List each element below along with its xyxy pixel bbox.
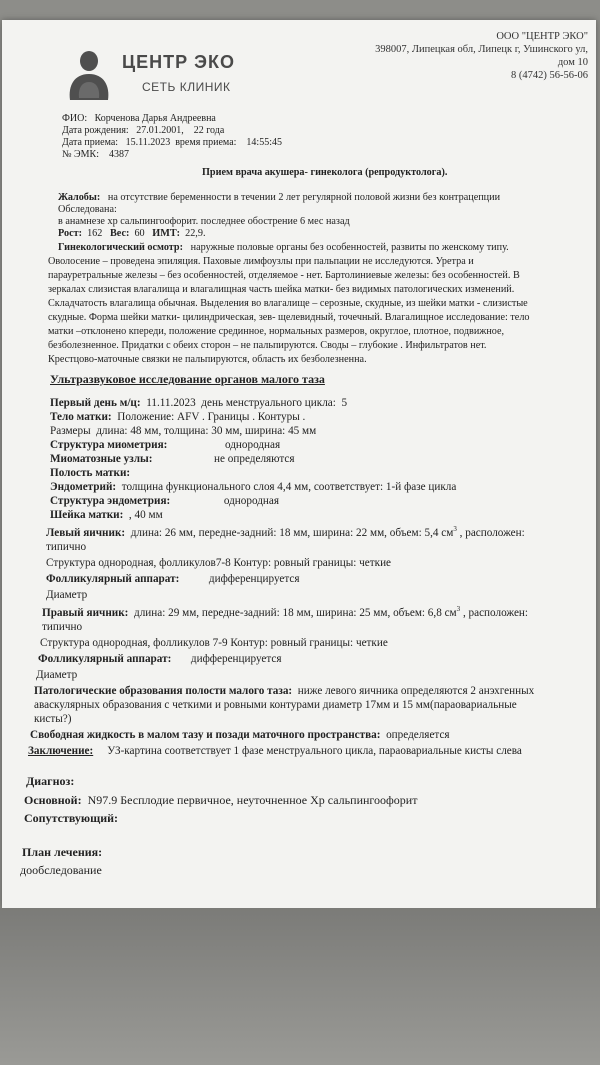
- cervix-row: [50, 509, 163, 522]
- lmp-row: [50, 397, 347, 410]
- height-label: Рост:: [58, 228, 82, 239]
- lmp-date: 11.11.2023: [146, 397, 196, 409]
- diagnosis-label: Диагноз:: [26, 774, 75, 788]
- right-ovary-structure: Структура однородная, фолликулов 7-9 Контур: ровный границы: четкие: [40, 637, 388, 649]
- dob-label: Дата рождения:: [62, 125, 129, 136]
- left-ovary-row: [46, 527, 525, 540]
- endometrium-structure-row: [50, 495, 279, 508]
- lmp-label: Первый день м/ц:: [50, 397, 141, 409]
- left-ovary-position-value: типично: [46, 541, 87, 553]
- pathology-label: Патологические образования полости малого таза:: [34, 685, 293, 697]
- bmi-label: ИМТ:: [152, 228, 181, 239]
- gyn-exam-label: Гинекологический осмотр:: [58, 242, 183, 253]
- myoma-value: не определяются: [214, 453, 295, 465]
- left-ovary-position-label: , расположен:: [459, 527, 525, 539]
- conclusion-text: УЗ-картина соответствует 1 фазе менструального цикла, параовариальные кисты слева: [107, 745, 522, 757]
- complaints-text: на отсутствие беременности в течении 2 лет регулярной половой жизни без контрацепции: [107, 192, 501, 203]
- gyn-exam-line: зеркалах слизистая влагалища и влагалищная часть шейка матки- без видимых патологических изменений.: [48, 284, 515, 295]
- cubic-sup: 3: [453, 525, 457, 533]
- gyn-exam-line: Оволосение – проведена эпиляция. Паховые лимфоузлы при пальпации не исследуются. Уретра и: [48, 256, 474, 267]
- left-follicular-label: Фолликулярный аппарат:: [46, 573, 180, 585]
- patient-fio-row: [62, 113, 216, 125]
- uterus-label: Тело матки:: [50, 411, 112, 423]
- uterus-row: [50, 411, 305, 424]
- bmi-value: 22,9.: [185, 228, 206, 239]
- patient-dob-row: [62, 125, 224, 137]
- ultrasound-title: Ультразвуковое исследование органов малого таза: [50, 372, 325, 386]
- endometrium-label: Эндометрий:: [50, 481, 117, 493]
- cervix-label: Шейка матки:: [50, 509, 124, 521]
- conclusion-row: [28, 745, 522, 758]
- right-ovary-position-value: типично: [42, 621, 83, 633]
- pathology-row: [34, 685, 534, 698]
- examined-label: Обследована:: [58, 204, 117, 215]
- complaints-row: [58, 192, 500, 204]
- myometrium-label: Структура миометрия:: [50, 439, 168, 451]
- uterus-size-row: [50, 425, 316, 438]
- myoma-row: [50, 453, 295, 466]
- main-diagnosis-text: N97.9 Бесплодие первичное, неуточненное Хр сальпингоофорит: [87, 793, 418, 807]
- clinic-logo: [66, 44, 266, 114]
- left-diameter-label: Диаметр: [46, 589, 88, 601]
- patient-age: 22 года: [193, 125, 225, 136]
- clinic-name: ООО "ЦЕНТР ЭКО": [496, 31, 588, 42]
- visit-date-row: [62, 137, 282, 149]
- free-fluid-row: [30, 729, 450, 742]
- left-ovary-label: Левый яичник:: [46, 527, 126, 539]
- right-ovary-dims: длина: 29 мм, передне-задний: 18 мм, ширина: 25 мм, объем: 6,8 см: [134, 607, 457, 619]
- left-follicular-value: дифференцируется: [208, 573, 300, 585]
- height-value: 162: [87, 228, 103, 239]
- right-ovary-label: Правый яичник:: [42, 607, 129, 619]
- emk-number: 4387: [108, 149, 129, 160]
- cycle-day-label: день менструального цикла:: [201, 397, 336, 409]
- treatment-plan-text: дообследование: [20, 863, 102, 877]
- comorbid-label: Сопутствующий:: [24, 811, 119, 825]
- document-page: [2, 20, 596, 908]
- visit-time: 14:55:45: [246, 137, 282, 148]
- gyn-exam-line: Складчатость влагалища обычная. Выделения во влагалище – серозные, скудные, из шейки матки - слизистые: [48, 298, 528, 309]
- left-follicular-row: [46, 573, 300, 586]
- emk-row: [62, 149, 129, 161]
- patient-name: Корченова Дарья Андреевна: [94, 113, 216, 124]
- patient-dob: 27.01.2001,: [136, 125, 184, 136]
- main-diagnosis-row: [24, 793, 417, 807]
- conclusion-label: Заключение:: [28, 745, 94, 757]
- clinic-contacts: [375, 30, 588, 82]
- right-follicular-label: Фолликулярный аппарат:: [38, 653, 172, 665]
- cubic-sup: 3: [456, 605, 461, 613]
- cervix-value: , 40 мм: [128, 509, 163, 521]
- logo-title: ЦЕНТР ЭКО: [122, 52, 235, 72]
- pathology-text-2: аваскулярных образования с четкими и ровными контурами диаметр 17мм и 15 мм(параовариальные: [34, 699, 517, 711]
- free-fluid-value: определяется: [386, 729, 450, 741]
- table-surface: [0, 908, 600, 1065]
- left-ovary-structure: Структура однородная, фолликулов7-8 Контур: ровный границы: четкие: [46, 557, 392, 569]
- gyn-exam-line: парауретральные железы – без особенностей, отделяемое - нет. Бартолиниевые железы: без особенностей. В: [48, 270, 520, 281]
- gyn-exam-line: безболезненное. Придатки с обеих сторон – не пальпируются. Своды – глубокие . Инфильтратов нет.: [48, 340, 487, 351]
- right-ovary-row: [42, 607, 528, 620]
- gyn-exam-line: матки –отклонено кпереди, положение срединное, нормальных размеров, округлое, плотное, подвижное,: [48, 326, 505, 337]
- size-label: Размеры: [50, 425, 91, 437]
- visit-time-label: время приема:: [175, 137, 237, 148]
- myoma-label: Миоматозные узлы:: [50, 453, 153, 465]
- document-title: Прием врача акушера- гинеколога (репродуктолога).: [202, 167, 448, 178]
- size-text: длина: 48 мм, толщина: 30 мм, ширина: 45 мм: [96, 425, 317, 437]
- clinic-address: 398007, Липецкая обл, Липецк г, Ушинского ул,: [375, 44, 588, 55]
- endometrium-text: толщина функционального слоя 4,4 мм, соответствует: 1-й фазе цикла: [121, 481, 457, 493]
- anamnesis-text: в анамнезе хр сальпингоофорит. последнее обострение 6 мес назад: [58, 216, 350, 227]
- uterus-text: Положение: AFV . Границы . Контуры .: [117, 411, 306, 423]
- myometrium-row: [50, 439, 280, 452]
- cycle-day-value: 5: [341, 397, 348, 409]
- clinic-address-house: дом 10: [557, 57, 588, 68]
- emk-label: № ЭМК:: [62, 149, 99, 160]
- weight-label: Вес:: [110, 228, 130, 239]
- treatment-plan-label: План лечения:: [22, 845, 103, 859]
- gyn-exam-line: Крестцово-маточные связки не пальпируются, область их безболезненна.: [48, 354, 367, 365]
- left-ovary-dims: длина: 26 мм, передне-задний: 18 мм, ширина: 22 мм, объем: 5,4 см: [130, 527, 454, 539]
- right-diameter-label: Диаметр: [36, 669, 78, 681]
- main-diagnosis-label: Основной:: [24, 793, 82, 807]
- myometrium-value: однородная: [224, 439, 281, 451]
- anthropometry-row: [58, 228, 205, 240]
- clinic-logo-icon: [66, 48, 112, 102]
- free-fluid-label: Свободная жидкость в малом тазу и позади маточного пространства:: [30, 729, 381, 741]
- cavity-label: Полость матки:: [50, 467, 131, 479]
- complaints-label: Жалобы:: [58, 192, 101, 203]
- right-follicular-row: [38, 653, 282, 666]
- clinic-phone: 8 (4742) 56-56-06: [511, 70, 588, 81]
- endometrium-row: [50, 481, 456, 494]
- gyn-exam-line: скудные. Форма шейки матки- цилиндрическая, зев- щелевидный, точечный. Влагалищное исследование: тело: [48, 312, 530, 323]
- endometrium-structure-label: Структура эндометрия:: [50, 495, 171, 507]
- pathology-text-3: кисты?): [34, 713, 72, 725]
- right-ovary-position-label: , расположен:: [462, 607, 529, 619]
- logo-subtitle: СЕТЬ КЛИНИК: [142, 80, 231, 94]
- gyn-exam-line: [58, 242, 509, 254]
- weight-value: 60: [134, 228, 145, 239]
- right-follicular-value: дифференцируется: [190, 653, 282, 665]
- endometrium-structure-value: однородная: [223, 495, 280, 507]
- pathology-text: ниже левого яичника определяются 2 анэхгенных: [297, 685, 535, 697]
- visit-date-label: Дата приема:: [62, 137, 119, 148]
- visit-date: 15.11.2023: [125, 137, 171, 148]
- fio-label: ФИО:: [62, 113, 88, 124]
- gyn-exam-text: наружные половые органы без особенностей, развиты по женскому типу.: [190, 242, 509, 253]
